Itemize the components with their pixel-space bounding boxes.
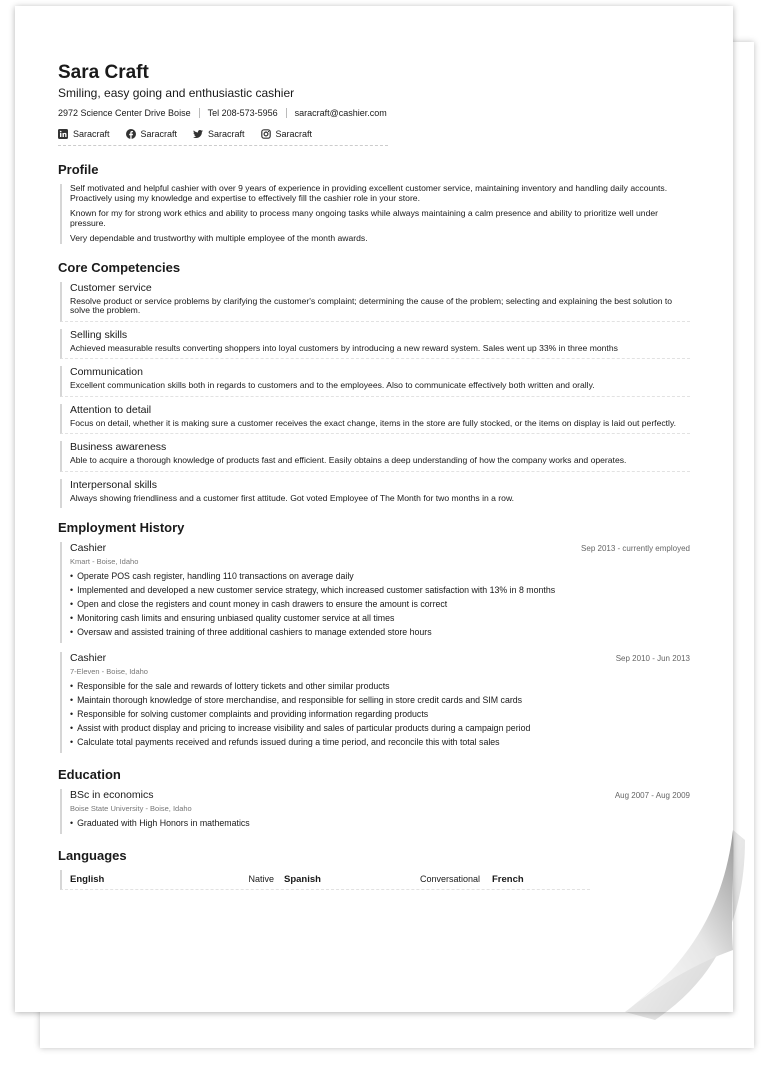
- twitter-icon: [193, 129, 203, 139]
- language-item: [284, 874, 480, 885]
- competency-desc: Always showing friendliness and a customer first attitude. Got voted Employee of The Month for two months in a row.: [70, 492, 515, 503]
- language-level: Native: [248, 874, 274, 884]
- education-dates: Aug 2007 - Aug 2009: [614, 791, 690, 800]
- section-title-profile: Profile: [58, 162, 99, 177]
- section-title-employment: Employment History: [58, 520, 185, 535]
- social-linkedin[interactable]: [58, 129, 110, 139]
- competency-title: Attention to detail: [70, 403, 152, 416]
- profile-paragraph: Known for my for strong work ethics and ability to process many ongoing tasks while always maintaining a calm presence and ability to prioritize well under pressure.: [70, 208, 658, 228]
- job-bullet: • Implemented and developed a new customer service strategy, which increased customer satisfaction with 13% in 8 months: [70, 583, 690, 597]
- resume-content: [58, 62, 690, 890]
- competency-title: Business awareness: [70, 441, 167, 453]
- job-entry: [60, 542, 690, 643]
- social-label: Saracraft: [73, 129, 110, 139]
- job-bullets: [70, 679, 690, 749]
- contact-info: [58, 107, 690, 119]
- candidate-name: Sara Craft: [58, 62, 149, 83]
- competency-item: [60, 329, 690, 360]
- facebook-icon: [126, 129, 136, 139]
- language-name: English: [70, 874, 105, 885]
- competency-desc: Achieved measurable results converting shoppers into loyal customers by introducing a new reward system. Sales went up 33% in three months: [70, 342, 618, 353]
- social-label: Saracraft: [275, 129, 313, 139]
- language-name: French: [492, 874, 524, 885]
- social-facebook[interactable]: [126, 129, 178, 139]
- job-bullet: • Responsible for solving customer complaints and providing information regarding products: [70, 707, 690, 721]
- job-bullets: [70, 569, 690, 639]
- competency-desc: Focus on detail, whether it is making sure a customer receives the exact change, items in the store are fully stocked, or the items on display is laid out perfectly.: [70, 417, 676, 428]
- instagram-icon: [261, 129, 271, 139]
- competency-item: [60, 441, 690, 472]
- email: saracraft@cashier.com: [294, 108, 387, 118]
- tagline: Smiling, easy going and enthusiastic cashier: [58, 86, 295, 100]
- job-bullet: • Oversaw and assisted training of three additional cashiers to manage extended store hours: [70, 625, 690, 639]
- education-entry: [60, 789, 690, 834]
- education-bullet: • Graduated with High Honors in mathematics: [70, 816, 690, 830]
- profile-block: [60, 184, 690, 244]
- job-entry: [60, 652, 690, 753]
- job-bullet: • Operate POS cash register, handling 110 transactions on average daily: [70, 569, 690, 583]
- languages-row: [60, 870, 590, 890]
- job-bullet: • Calculate total payments received and refunds issued during a time period, and reconcile this with total sales: [70, 735, 690, 749]
- competency-title: Selling skills: [70, 328, 128, 341]
- job-dates: Sep 2010 - Jun 2013: [615, 654, 690, 663]
- social-links: [58, 129, 388, 146]
- degree: BSc in economics: [70, 789, 154, 801]
- profile-paragraph: Self motivated and helpful cashier with over 9 years of experience in providing excellent customer service, maintaining inventory and handling daily accounts. Proactively using my knowledge and expertise to effectively fill the cashier role in your store.: [70, 183, 668, 203]
- language-level: Conversational: [419, 874, 480, 884]
- job-employer: 7-Eleven - Boise, Idaho: [70, 667, 148, 676]
- linkedin-icon: [58, 129, 68, 139]
- social-twitter[interactable]: [193, 129, 245, 139]
- language-item: [70, 874, 274, 885]
- competency-item: [60, 366, 690, 397]
- profile-paragraph: Very dependable and trustworthy with multiple employee of the month awards.: [70, 233, 368, 243]
- competency-desc: Resolve product or service problems by clarifying the customer's complaint; determining the cause of the problem; selecting and explaining the best solution to solve the problem.: [70, 295, 673, 315]
- job-bullet: • Monitoring cash limits and ensuring unbiased quality customer service at all times: [70, 611, 690, 625]
- job-bullet: • Maintain thorough knowledge of store merchandise, and responsible for selling in store credit cards and SIM cards: [70, 693, 690, 707]
- competency-title: Interpersonal skills: [70, 478, 157, 491]
- social-label: Saracraft: [208, 129, 245, 139]
- job-bullet: • Open and close the registers and count money in cash drawers to ensure the amount is correct: [70, 597, 690, 611]
- education-bullets: [70, 816, 690, 830]
- job-dates: Sep 2013 - currently employed: [581, 544, 690, 553]
- competency-item: [60, 404, 690, 435]
- competency-item: [60, 479, 690, 509]
- job-bullet: • Assist with product display and pricing to increase visibility and sales of particular products during a campaign period: [70, 721, 690, 735]
- job-title: Cashier: [70, 542, 107, 554]
- section-title-languages: Languages: [58, 848, 127, 863]
- address: 2972 Science Center Drive Boise: [58, 108, 191, 118]
- competency-desc: Able to acquire a thorough knowledge of products fast and efficient. Easily obtains a deep understanding of how the company works and operates.: [70, 455, 627, 465]
- language-name: Spanish: [284, 874, 321, 885]
- job-title: Cashier: [70, 652, 107, 664]
- competency-item: [60, 282, 690, 322]
- competency-title: Customer service: [70, 281, 152, 294]
- social-instagram[interactable]: [261, 129, 313, 139]
- divider: [199, 108, 200, 118]
- school: Boise State University - Boise, Idaho: [70, 804, 192, 813]
- section-title-competencies: Core Competencies: [58, 259, 181, 275]
- section-title-education: Education: [58, 767, 121, 782]
- job-employer: Kmart - Boise, Idaho: [70, 557, 139, 566]
- divider: [286, 108, 287, 118]
- competency-title: Communication: [70, 366, 143, 378]
- language-item: [492, 874, 572, 885]
- competency-desc: Excellent communication skills both in regards to customers and to the employees. Also to communicate effectively both written and orally.: [70, 380, 595, 390]
- job-bullet: • Responsible for the sale and rewards of lottery tickets and other similar products: [70, 679, 690, 693]
- social-label: Saracraft: [140, 129, 178, 139]
- phone: Tel 208-573-5956: [207, 108, 278, 118]
